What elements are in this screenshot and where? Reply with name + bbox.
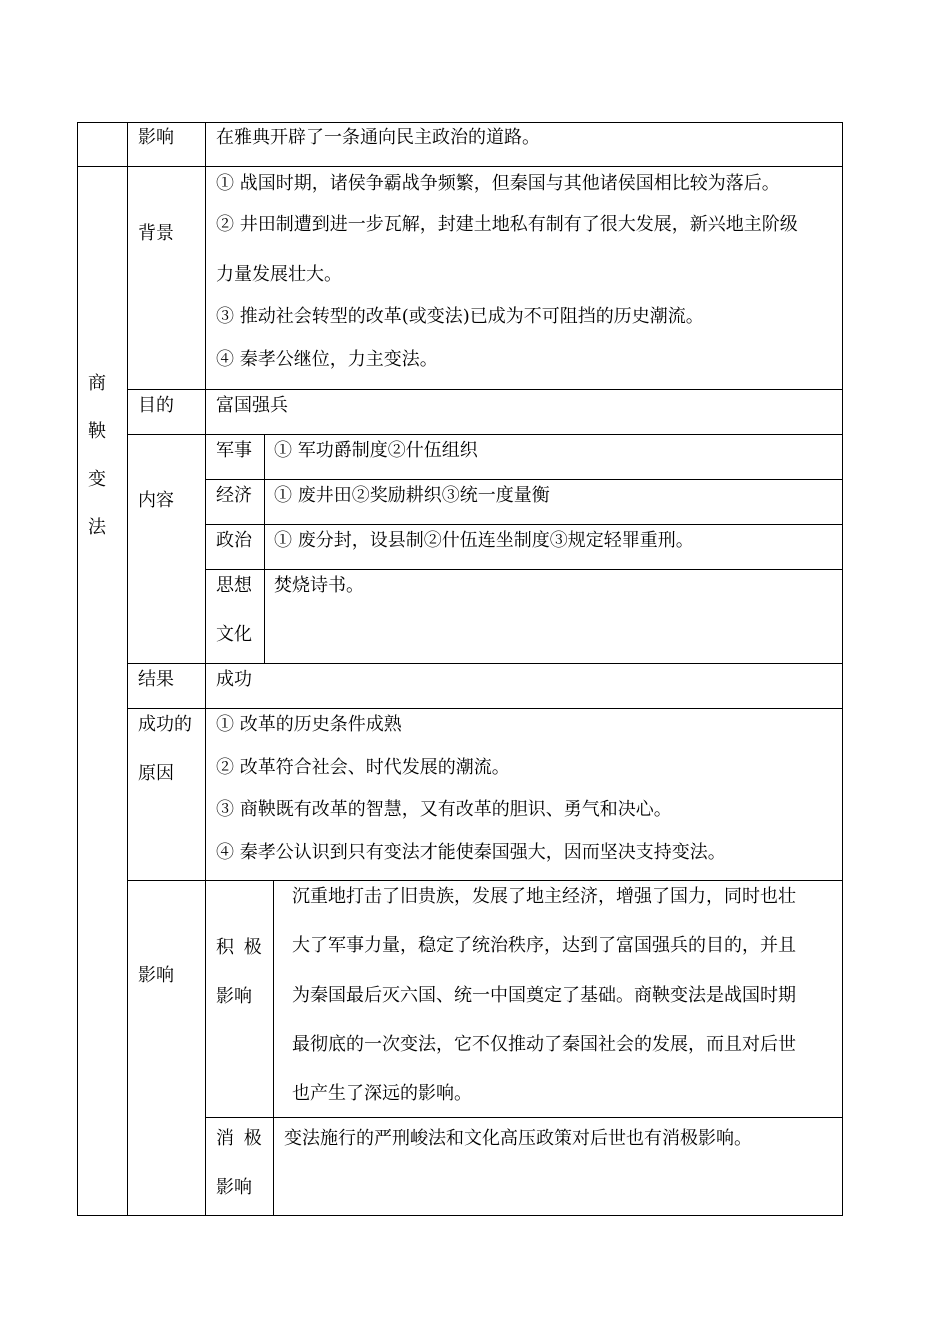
background-label: 背景 [138, 223, 174, 244]
reason-line: ③ 商鞅既有改革的智慧，又有改革的胆识、勇气和决心。 [216, 799, 672, 820]
impact-label: 影响 [138, 965, 174, 986]
content-label: 内容 [138, 490, 174, 511]
rule [127, 708, 843, 709]
rule [205, 524, 843, 525]
top-impact-text: 在雅典开辟了一条通向民主政治的道路。 [216, 127, 540, 148]
rule [77, 122, 78, 1216]
negative-impact-text: 变法施行的严刑峻法和文化高压政策对后世也有消极影响。 [284, 1128, 752, 1149]
rule [842, 122, 843, 1216]
section-title-char: 商 [88, 373, 106, 394]
section-title-char: 法 [88, 517, 106, 538]
positive-impact-line: 也产生了深远的影响。 [292, 1083, 472, 1104]
background-line: ① 战国时期，诸侯争霸战争频繁，但秦国与其他诸侯国相比较为落后。 [216, 173, 780, 194]
positive-impact-label: 积 极 [216, 937, 264, 958]
rule [77, 1215, 843, 1216]
reason-label: 原因 [138, 763, 174, 784]
negative-impact-label: 影响 [216, 1177, 252, 1198]
purpose-label: 目的 [138, 395, 174, 416]
rule [127, 663, 843, 664]
background-line: 力量发展壮大。 [216, 264, 342, 285]
rule [127, 389, 843, 390]
rule [127, 122, 128, 1216]
rule [205, 569, 843, 570]
reason-line: ② 改革符合社会、时代发展的潮流。 [216, 757, 510, 778]
result-label: 结果 [138, 669, 174, 690]
positive-impact-line: 大了军事力量，稳定了统治秩序，达到了富国强兵的目的，并且 [292, 935, 796, 956]
content-economy-label: 经济 [216, 485, 252, 506]
positive-impact-line: 最彻底的一次变法，它不仅推动了秦国社会的发展，而且对后世 [292, 1034, 796, 1055]
reason-line: ① 改革的历史条件成熟 [216, 714, 402, 735]
rule [273, 880, 274, 1216]
rule [127, 434, 843, 435]
result-text: 成功 [216, 669, 252, 690]
positive-impact-line: 沉重地打击了旧贵族，发展了地主经济，增强了国力，同时也壮 [292, 886, 796, 907]
positive-impact-label: 影响 [216, 986, 252, 1007]
purpose-text: 富国强兵 [216, 395, 288, 416]
content-culture-label: 文化 [216, 624, 252, 645]
content-military-label: 军事 [216, 440, 252, 461]
top-impact-label: 影响 [138, 127, 174, 148]
rule [127, 880, 843, 881]
negative-impact-label: 消 极 [216, 1128, 264, 1149]
positive-impact-line: 为秦国最后灭六国、统一中国奠定了基础。商鞅变法是战国时期 [292, 985, 796, 1006]
content-politics-label: 政治 [216, 530, 252, 551]
rule [205, 1117, 843, 1118]
content-economy-text: ① 废井田②奖励耕织③统一度量衡 [274, 485, 550, 506]
reason-line: ④ 秦孝公认识到只有变法才能使秦国强大，因而坚决支持变法。 [216, 842, 726, 863]
content-culture-text: 焚烧诗书。 [274, 575, 364, 596]
background-line: ③ 推动社会转型的改革(或变法)已成为不可阻挡的历史潮流。 [216, 306, 704, 327]
background-line: ② 井田制遭到进一步瓦解，封建土地私有制有了很大发展，新兴地主阶级 [216, 214, 798, 235]
rule [77, 166, 843, 167]
content-culture-label: 思想 [216, 575, 252, 596]
rule [264, 434, 265, 664]
section-title-char: 变 [88, 469, 106, 490]
rule [205, 122, 206, 1216]
background-line: ④ 秦孝公继位，力主变法。 [216, 349, 438, 370]
rule [77, 122, 843, 123]
rule [205, 479, 843, 480]
content-military-text: ① 军功爵制度②什伍组织 [274, 440, 478, 461]
content-politics-text: ① 废分封，设县制②什伍连坐制度③规定轻罪重刑。 [274, 530, 694, 551]
reason-label: 成功的 [138, 714, 192, 735]
section-title-char: 鞅 [88, 421, 106, 442]
